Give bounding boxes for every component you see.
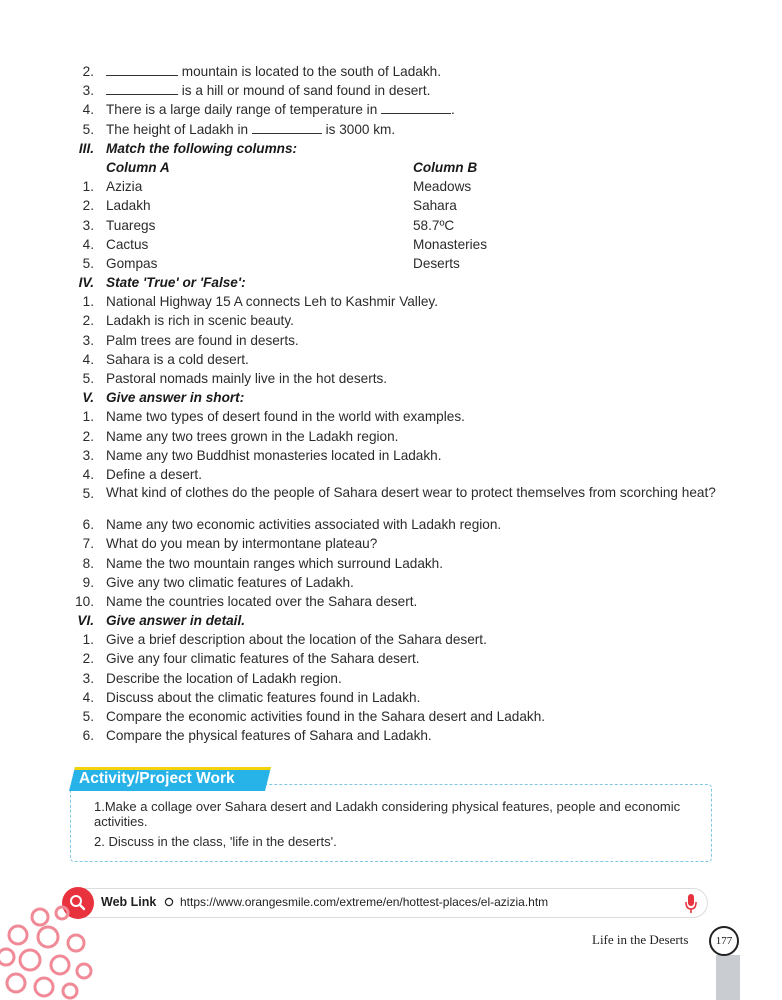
match-row	[0, 216, 782, 235]
fill-blank-item	[0, 81, 782, 100]
item-number: 4.	[82, 689, 94, 705]
answer-blank	[252, 122, 322, 134]
item-number: 2.	[82, 651, 94, 667]
section-heading-true-false	[0, 273, 782, 292]
match-row	[0, 196, 782, 215]
answer-blank	[381, 102, 451, 114]
item-number: 3.	[82, 83, 94, 99]
section-heading-match	[0, 139, 782, 158]
match-column-headers	[0, 158, 782, 177]
item-text: Make a collage over Sahara desert and Ladakh considering physical features, people and economic activities.	[94, 799, 681, 829]
list-item	[0, 649, 782, 668]
fill-blank-item	[0, 120, 782, 139]
item-number: 1.	[94, 799, 105, 814]
list-item	[0, 407, 782, 426]
section-number: III.	[78, 140, 94, 156]
item-text: Give a brief description about the location of the Sahara desert.	[106, 632, 487, 648]
item-text: Discuss about the climatic features found in Ladakh.	[106, 689, 421, 705]
column-a-cell: Azizia	[106, 179, 143, 195]
item-number: 8.	[82, 555, 94, 571]
item-text: Describe the location of Ladakh region.	[106, 670, 342, 686]
item-number: 2.	[82, 198, 94, 214]
item-text: Pastoral nomads mainly live in the hot deserts.	[106, 371, 388, 386]
list-item	[0, 311, 782, 330]
web-link-label	[101, 895, 174, 909]
item-text: Discuss in the class, 'life in the deserts'.	[108, 834, 337, 849]
item-text: Define a desert.	[106, 466, 202, 482]
column-a-cell: Gompas	[106, 255, 158, 271]
list-item	[0, 515, 782, 534]
list-item	[0, 630, 782, 649]
item-text-after: mountain is located to the south of Ladakh.	[178, 64, 441, 79]
section-number: IV.	[78, 275, 94, 291]
list-item	[0, 592, 782, 611]
item-text: Give any four climatic features of the Sahara desert.	[106, 651, 420, 667]
list-item	[0, 554, 782, 573]
exercise-content	[0, 62, 782, 745]
item-text	[106, 62, 441, 81]
item-number: 5.	[82, 709, 94, 724]
decorative-circles	[0, 905, 100, 1000]
item-number: 2.	[82, 428, 94, 444]
item-text-before: The height of Ladakh in	[106, 121, 252, 137]
section-heading-short-answer	[0, 388, 782, 407]
section-title: State 'True' or 'False':	[106, 275, 246, 291]
item-text: National Highway 15 A connects Leh to Kashmir Valley.	[106, 294, 438, 310]
column-a-header: Column A	[106, 159, 170, 175]
list-item	[0, 573, 782, 592]
item-text: Palm trees are found in deserts.	[106, 332, 299, 348]
item-text: Compare the economic activities found in the Sahara desert and Ladakh.	[106, 709, 546, 724]
item-text-after: is a hill or mound of sand found in desert.	[178, 83, 431, 99]
page-tab	[716, 955, 740, 1000]
item-text: What do you mean by intermontane plateau?	[106, 536, 378, 552]
column-a-cell: Cactus	[106, 236, 149, 252]
item-text: What kind of clothes do the people of Sahara desert wear to protect themselves from scorching heat?	[106, 485, 716, 501]
radio-circle-icon	[164, 897, 174, 907]
activity-title: Activity/Project Work	[79, 770, 235, 787]
section-title: Match the following columns:	[106, 140, 298, 156]
list-item	[0, 534, 782, 553]
chapter-title: Life in the Deserts	[592, 932, 689, 947]
list-item	[0, 292, 782, 311]
section-title: Give answer in detail.	[106, 613, 246, 629]
answer-blank	[106, 83, 178, 95]
item-text-before: There is a large daily range of temperature in	[106, 102, 382, 118]
item-number: 3.	[82, 670, 94, 686]
item-number: 1.	[82, 632, 94, 648]
list-item	[0, 350, 782, 369]
item-number: 2.	[82, 313, 94, 329]
microphone-icon[interactable]	[683, 893, 699, 920]
web-link-url[interactable]: https://www.orangesmile.com/extreme/en/hottest-places/el-azizia.htm	[180, 895, 549, 909]
item-number: 5.	[82, 371, 94, 386]
page-number: 177	[709, 926, 739, 956]
item-number: 5.	[82, 255, 94, 271]
item-number: 3.	[82, 447, 94, 463]
item-text-after: .	[451, 102, 455, 118]
list-item	[0, 369, 782, 388]
match-row	[0, 177, 782, 196]
match-row	[0, 254, 782, 273]
list-item	[0, 726, 782, 745]
fill-blank-item	[0, 62, 782, 81]
item-number: 1.	[82, 294, 94, 310]
item-number: 2.	[82, 64, 94, 79]
item-text: Name any two Buddhist monasteries located in Ladakh.	[106, 447, 442, 463]
item-text: Name the countries located over the Sahara desert.	[106, 593, 418, 609]
list-item	[0, 707, 782, 726]
item-number: 9.	[82, 574, 94, 590]
column-b-cell: Meadows	[413, 179, 472, 195]
item-number: 4.	[82, 351, 94, 367]
list-item	[0, 446, 782, 465]
list-item	[0, 669, 782, 688]
section-number: V.	[82, 390, 94, 406]
column-b-header: Column B	[413, 159, 478, 175]
item-number: 7.	[82, 536, 94, 552]
item-number: 3.	[82, 217, 94, 233]
item-text: Name any two economic activities associated with Ladakh region.	[106, 517, 502, 533]
item-number: 1.	[82, 179, 94, 195]
item-text: Ladakh is rich in scenic beauty.	[106, 313, 294, 329]
item-text	[106, 100, 455, 119]
web-link-label-text: Web Link	[101, 895, 157, 909]
column-b-cell: Monasteries	[413, 236, 488, 252]
item-number: 3.	[82, 332, 94, 348]
item-text-after: is 3000 km.	[321, 121, 396, 137]
item-number: 6.	[82, 517, 94, 533]
item-number: 6.	[82, 728, 94, 744]
column-a-cell: Tuaregs	[106, 217, 156, 233]
list-item	[0, 688, 782, 707]
activity-item	[94, 834, 337, 849]
column-b-cell: Deserts	[413, 255, 460, 271]
list-item	[0, 427, 782, 446]
column-a-cell: Ladakh	[106, 198, 151, 214]
section-heading-detail-answer	[0, 611, 782, 630]
item-text: Give any two climatic features of Ladakh.	[106, 574, 354, 590]
list-item	[0, 465, 782, 484]
item-text: Name two types of desert found in the world with examples.	[106, 409, 465, 425]
section-title: Give answer in short:	[106, 390, 245, 406]
item-text	[106, 120, 395, 139]
answer-blank	[106, 64, 178, 76]
list-item	[0, 484, 782, 515]
item-text: Compare the physical features of Sahara and Ladakh.	[106, 728, 432, 744]
item-number: 4.	[82, 236, 94, 252]
section-number: VI.	[77, 613, 94, 629]
item-number: 5.	[82, 486, 94, 502]
item-number: 10.	[75, 593, 94, 609]
item-number: 4.	[82, 466, 94, 482]
item-text: Sahara is a cold desert.	[106, 351, 249, 367]
column-b-cell: 58.7ºC	[413, 217, 455, 233]
item-text: Name the two mountain ranges which surround Ladakh.	[106, 555, 444, 571]
activity-item	[94, 799, 706, 829]
item-text: Name any two trees grown in the Ladakh region.	[106, 428, 399, 444]
match-row	[0, 235, 782, 254]
item-text	[106, 81, 430, 100]
column-b-cell: Sahara	[413, 198, 457, 214]
item-number: 1.	[82, 409, 94, 425]
item-number: 5.	[82, 121, 94, 137]
list-item	[0, 331, 782, 350]
fill-blank-item	[0, 100, 782, 119]
item-number: 4.	[82, 102, 94, 118]
item-number: 2.	[94, 834, 105, 849]
